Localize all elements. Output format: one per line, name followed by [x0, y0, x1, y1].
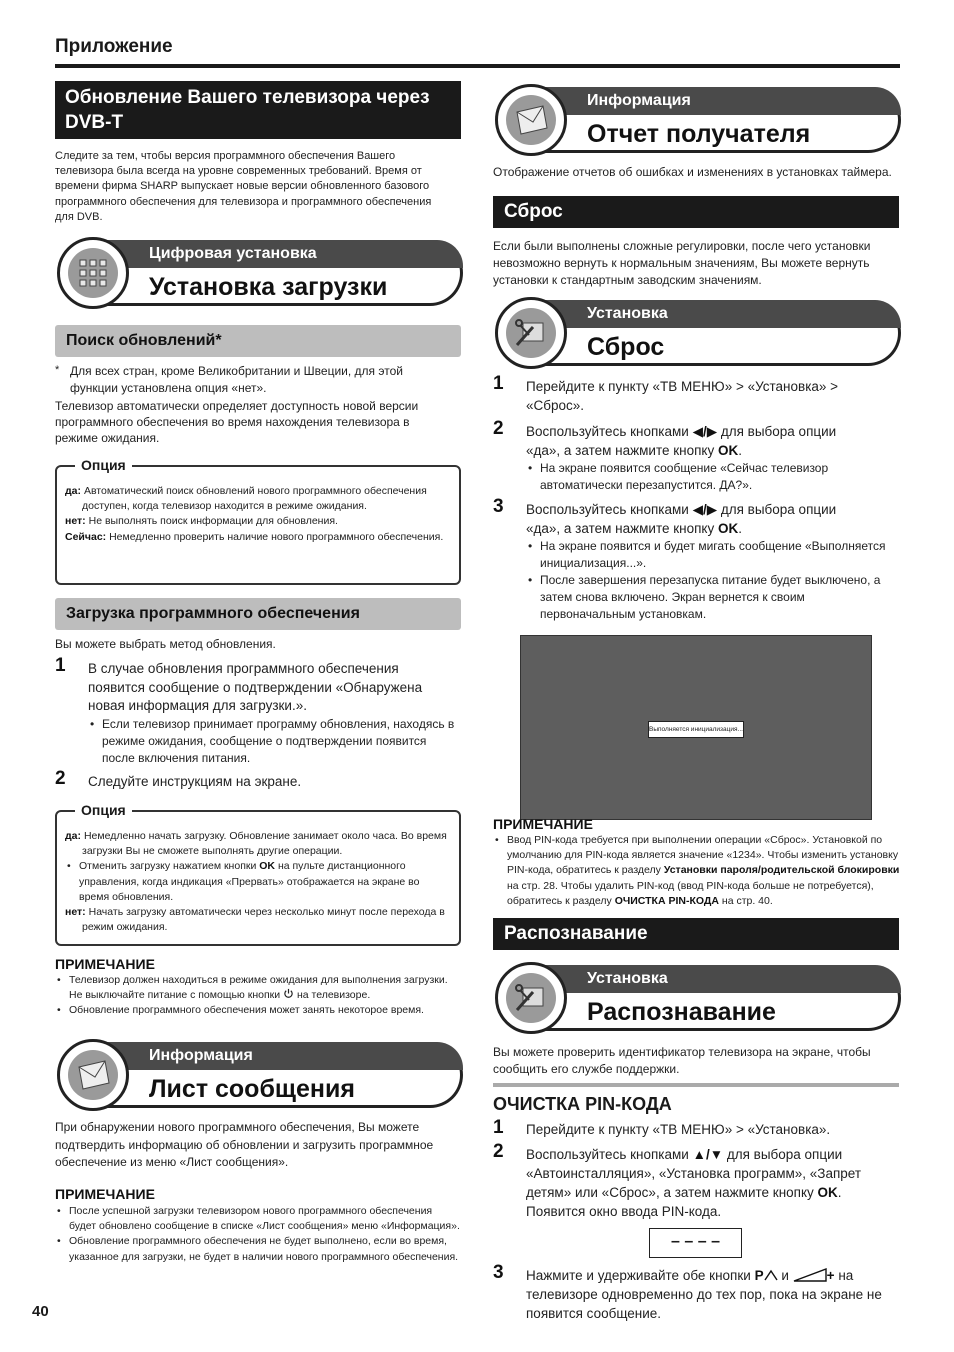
- recognition-header: Распознавание: [493, 918, 899, 950]
- option-text: Немедленно начать загрузку. Обновление занимает около часа. Во время загрузки Вы не сможете выполнять другие операции.: [82, 830, 447, 858]
- option-key: нет:: [65, 906, 86, 919]
- banner-category: Информация: [531, 87, 901, 115]
- pin-step1: Перейдите к пункту «ТВ МЕНЮ» > «Установка».: [526, 1122, 831, 1137]
- step-number: 1: [493, 373, 504, 394]
- ok-key: OK: [817, 1185, 838, 1200]
- note-title: ПРИМЕЧАНИЕ: [493, 816, 593, 832]
- option-key: да:: [65, 485, 82, 497]
- footnote-mark: *: [55, 364, 60, 376]
- banner-category: Информация: [93, 1042, 463, 1070]
- note-item: [493, 833, 903, 909]
- dvb-intro: Следите за тем, чтобы версия программного обеспечения Вашего телевизора была всегда на уровне современных требований. Время от времени фирма SHARP выпускает новые версии обновленного базового программного обеспечения для телевизора и программного обеспечения для DVB.: [55, 150, 432, 223]
- step-number: 2: [493, 418, 504, 439]
- ok-key: OK: [718, 443, 739, 458]
- reset-banner: [495, 300, 901, 366]
- bullet-text: на пульте дистанционного управления, когда индикация «Прервать» отображается на экране во время обновления.: [79, 860, 420, 903]
- option-text: Автоматический поиск обновлений нового программного обеспечения доступен, когда телевизор находится в режиме ожидания.: [82, 485, 427, 513]
- note-text: Ввод PIN-кода требуется при выполнении операции «Сброс». Установкой по умолчанию для PIN-кода является значение «1234». Чтобы изменить установку PIN-кода, обратитесь к разделу: [507, 834, 899, 877]
- option-key: да:: [65, 830, 82, 842]
- channel-up-icon: [764, 1269, 778, 1281]
- receiver-report-banner: [495, 87, 901, 153]
- envelope-icon: [75, 1057, 111, 1093]
- message-notes: [55, 1204, 460, 1265]
- step-number: 2: [55, 768, 66, 789]
- search-options: [65, 484, 450, 545]
- power-icon: [283, 988, 294, 999]
- reset-step1: Перейдите к пункту «ТВ МЕНЮ» > «Установка» > «Сброс».: [526, 379, 839, 413]
- message-list-banner: [57, 1042, 463, 1108]
- reset-header: Сброс: [493, 196, 899, 228]
- up-down-arrows-icon: ▲/▼: [692, 1147, 724, 1162]
- note-item: • Обновление программного обеспечения может занять некоторое время.: [55, 1003, 460, 1018]
- banner-category: Установка: [531, 965, 901, 993]
- bullet: • На экране появится и будет мигать сообщение «Выполняется инициализация...».: [526, 538, 898, 572]
- banner-title: Сброс: [587, 333, 665, 361]
- reset-step3-bullets: [526, 538, 898, 623]
- step-text: и: [781, 1268, 789, 1283]
- reset-step2-bullets: [526, 460, 896, 494]
- step-text: . Появится окно ввода PIN-кода.: [526, 1185, 842, 1219]
- wrench-icon: [513, 980, 549, 1016]
- download-step2: Следуйте инструкциям на экране.: [88, 774, 302, 789]
- step-number: 3: [493, 496, 504, 517]
- init-message-box: Выполняется инициализация...: [648, 721, 744, 738]
- note-item: [55, 973, 460, 1003]
- pin-step3: [526, 1266, 901, 1323]
- download-notes: [55, 973, 460, 1019]
- reset-step3: [526, 500, 871, 538]
- download-step1: В случае обновления программного обеспечения появится сообщение о подтверждении «Обнаружена новая информация для загрузки.».: [88, 661, 423, 713]
- note-item: • Обновление программного обеспечения не будет выполнено, если во время, указанное для загрузки, не будет в наличии нового программного обеспечения.: [55, 1234, 460, 1264]
- option-label: Опция: [75, 802, 132, 818]
- banner-title: Лист сообщения: [149, 1075, 355, 1103]
- channel-p-key: P: [754, 1268, 764, 1283]
- pin-input-box: – – – –: [649, 1228, 742, 1258]
- section-title: Приложение: [55, 36, 173, 57]
- reset-text: Если были выполнены сложные регулировки, после чего установки невозможно вернуть к нормальным значениям, Вы можете вернуть установки к стандартным заводским значениям.: [493, 239, 871, 287]
- banner-title: Установка загрузки: [149, 273, 388, 301]
- step-number: 3: [493, 1262, 504, 1283]
- step-punct: .: [738, 521, 743, 536]
- note-title: ПРИМЕЧАНИЕ: [55, 1186, 155, 1202]
- banner-category: Установка: [531, 300, 901, 328]
- download-software-header: Загрузка программного обеспечения: [55, 598, 461, 630]
- download-options: [65, 829, 450, 935]
- wrench-icon: [513, 315, 549, 351]
- header-rule: [55, 64, 900, 68]
- ok-key: OK: [718, 521, 739, 536]
- step-text: Нажмите и удерживайте обе кнопки: [526, 1268, 751, 1283]
- bullet: • Если телевизор принимает программу обновления, находясь в режиме ожидания, сообщение о подтверждении появится после включения питания.: [88, 716, 460, 767]
- envelope-icon: [513, 102, 549, 138]
- search-text: Телевизор автоматически определяет доступность новой версии программного обеспечения во время нахождения телевизора в режиме ожидания.: [55, 399, 419, 445]
- option-label: Опция: [75, 457, 132, 473]
- reset-notes: [493, 833, 903, 909]
- volume-icon: [793, 1268, 827, 1282]
- option-key: нет:: [65, 515, 86, 528]
- banner-title: Отчет получателя: [587, 120, 811, 148]
- footnote: Для всех стран, кроме Великобритании и Швеции, для этой функции установлена опция «нет».: [70, 364, 403, 395]
- reset-step2: [526, 422, 871, 460]
- step-number: 1: [55, 655, 66, 676]
- banner-title: Распознавание: [587, 998, 776, 1026]
- recognition-banner: [495, 965, 901, 1031]
- option-text: Немедленно проверить наличие нового программного обеспечения.: [109, 530, 444, 543]
- note-link: Установки пароля/родительской блокировки: [663, 864, 900, 877]
- download-intro: Вы можете выбрать метод обновления.: [55, 637, 276, 651]
- step-text: на телевизоре одновременно до тех пор, пока на экране не появится сообщение.: [526, 1268, 882, 1321]
- note-text: на стр. 28. Чтобы удалить PIN-код (ввод PIN-кода больше не потребуется), обратитесь к разделу: [507, 879, 874, 907]
- bullet: • На экране появится сообщение «Сейчас телевизор автоматически перезапустится. ДА?».: [526, 460, 896, 494]
- bullet: • После завершения перезапуска питание будет выключено, а затем снова включено. Экран вернется к своим первоначальным установкам.: [526, 572, 898, 623]
- bullet-text: Отменить загрузку нажатием кнопки: [79, 860, 257, 873]
- download-step1-bullets: [88, 716, 460, 767]
- option-text: Начать загрузку автоматически через несколько минут после перехода в режим ожидания.: [82, 906, 445, 934]
- option-text: Не выполнять поиск информации для обновления.: [88, 515, 338, 528]
- note-text: на телевизоре.: [296, 989, 371, 1002]
- note-text: на стр. 40.: [721, 894, 773, 907]
- left-right-arrows-icon: ◀/▶: [692, 502, 718, 517]
- pin-rule: [493, 1083, 899, 1087]
- bullet: [65, 859, 450, 905]
- ok-key: OK: [259, 860, 276, 873]
- step-text: для выбора опции «Автоинсталляция», «Установка программ», «Запрет детям» или «Сброс», а затем нажмите кнопку: [526, 1147, 862, 1200]
- download-setup-banner: [57, 240, 463, 306]
- note-item: • После успешной загрузки телевизором нового программного обеспечения будет обновлено сообщение в списке «Лист сообщения» меню «Информация».: [55, 1204, 460, 1234]
- message-list-text: При обнаружении нового программного обеспечения, Вы можете подтвердить информацию об обновлении и загрузить программное обеспечение из меню «Лист сообщения».: [55, 1120, 434, 1169]
- step-text: для выбора опции «да», а затем нажмите кнопку: [526, 502, 837, 536]
- step-text: Воспользуйтесь кнопками: [526, 1147, 689, 1162]
- left-right-arrows-icon: ◀/▶: [692, 424, 718, 439]
- step-text: для выбора опции «да», а затем нажмите кнопку: [526, 424, 837, 458]
- pin-step2: [526, 1145, 881, 1221]
- step-number: 2: [493, 1141, 504, 1162]
- report-text: Отображение отчетов об ошибках и изменениях в установках таймера.: [493, 165, 892, 179]
- option-key: Сейчас:: [65, 530, 107, 543]
- note-title: ПРИМЕЧАНИЕ: [55, 956, 155, 972]
- search-updates-header: Поиск обновлений*: [55, 325, 461, 357]
- step-number: 1: [493, 1117, 504, 1138]
- note-link: ОЧИСТКА PIN-КОДА: [614, 894, 719, 907]
- grid-icon: [76, 256, 110, 290]
- pin-clear-header: ОЧИСТКА PIN-КОДА: [493, 1094, 672, 1114]
- step-text: Воспользуйтесь кнопками: [526, 502, 689, 517]
- step-text: Воспользуйтесь кнопками: [526, 424, 689, 439]
- step-punct: .: [738, 443, 743, 458]
- tv-screen-illustration: [520, 635, 872, 820]
- dvb-update-header: Обновление Вашего телевизора через DVB-T: [55, 81, 461, 139]
- note-text: Телевизор должен находиться в режиме ожидания для выполнения загрузки. Не выключайте питание с помощью кнопки: [69, 974, 448, 1002]
- volume-plus-key: +: [826, 1268, 835, 1283]
- banner-category: Цифровая установка: [93, 240, 463, 268]
- recognition-text: Вы можете проверить идентификатор телевизора на экране, чтобы сообщить его службе поддержки.: [493, 1045, 871, 1076]
- page-number: 40: [32, 1303, 49, 1320]
